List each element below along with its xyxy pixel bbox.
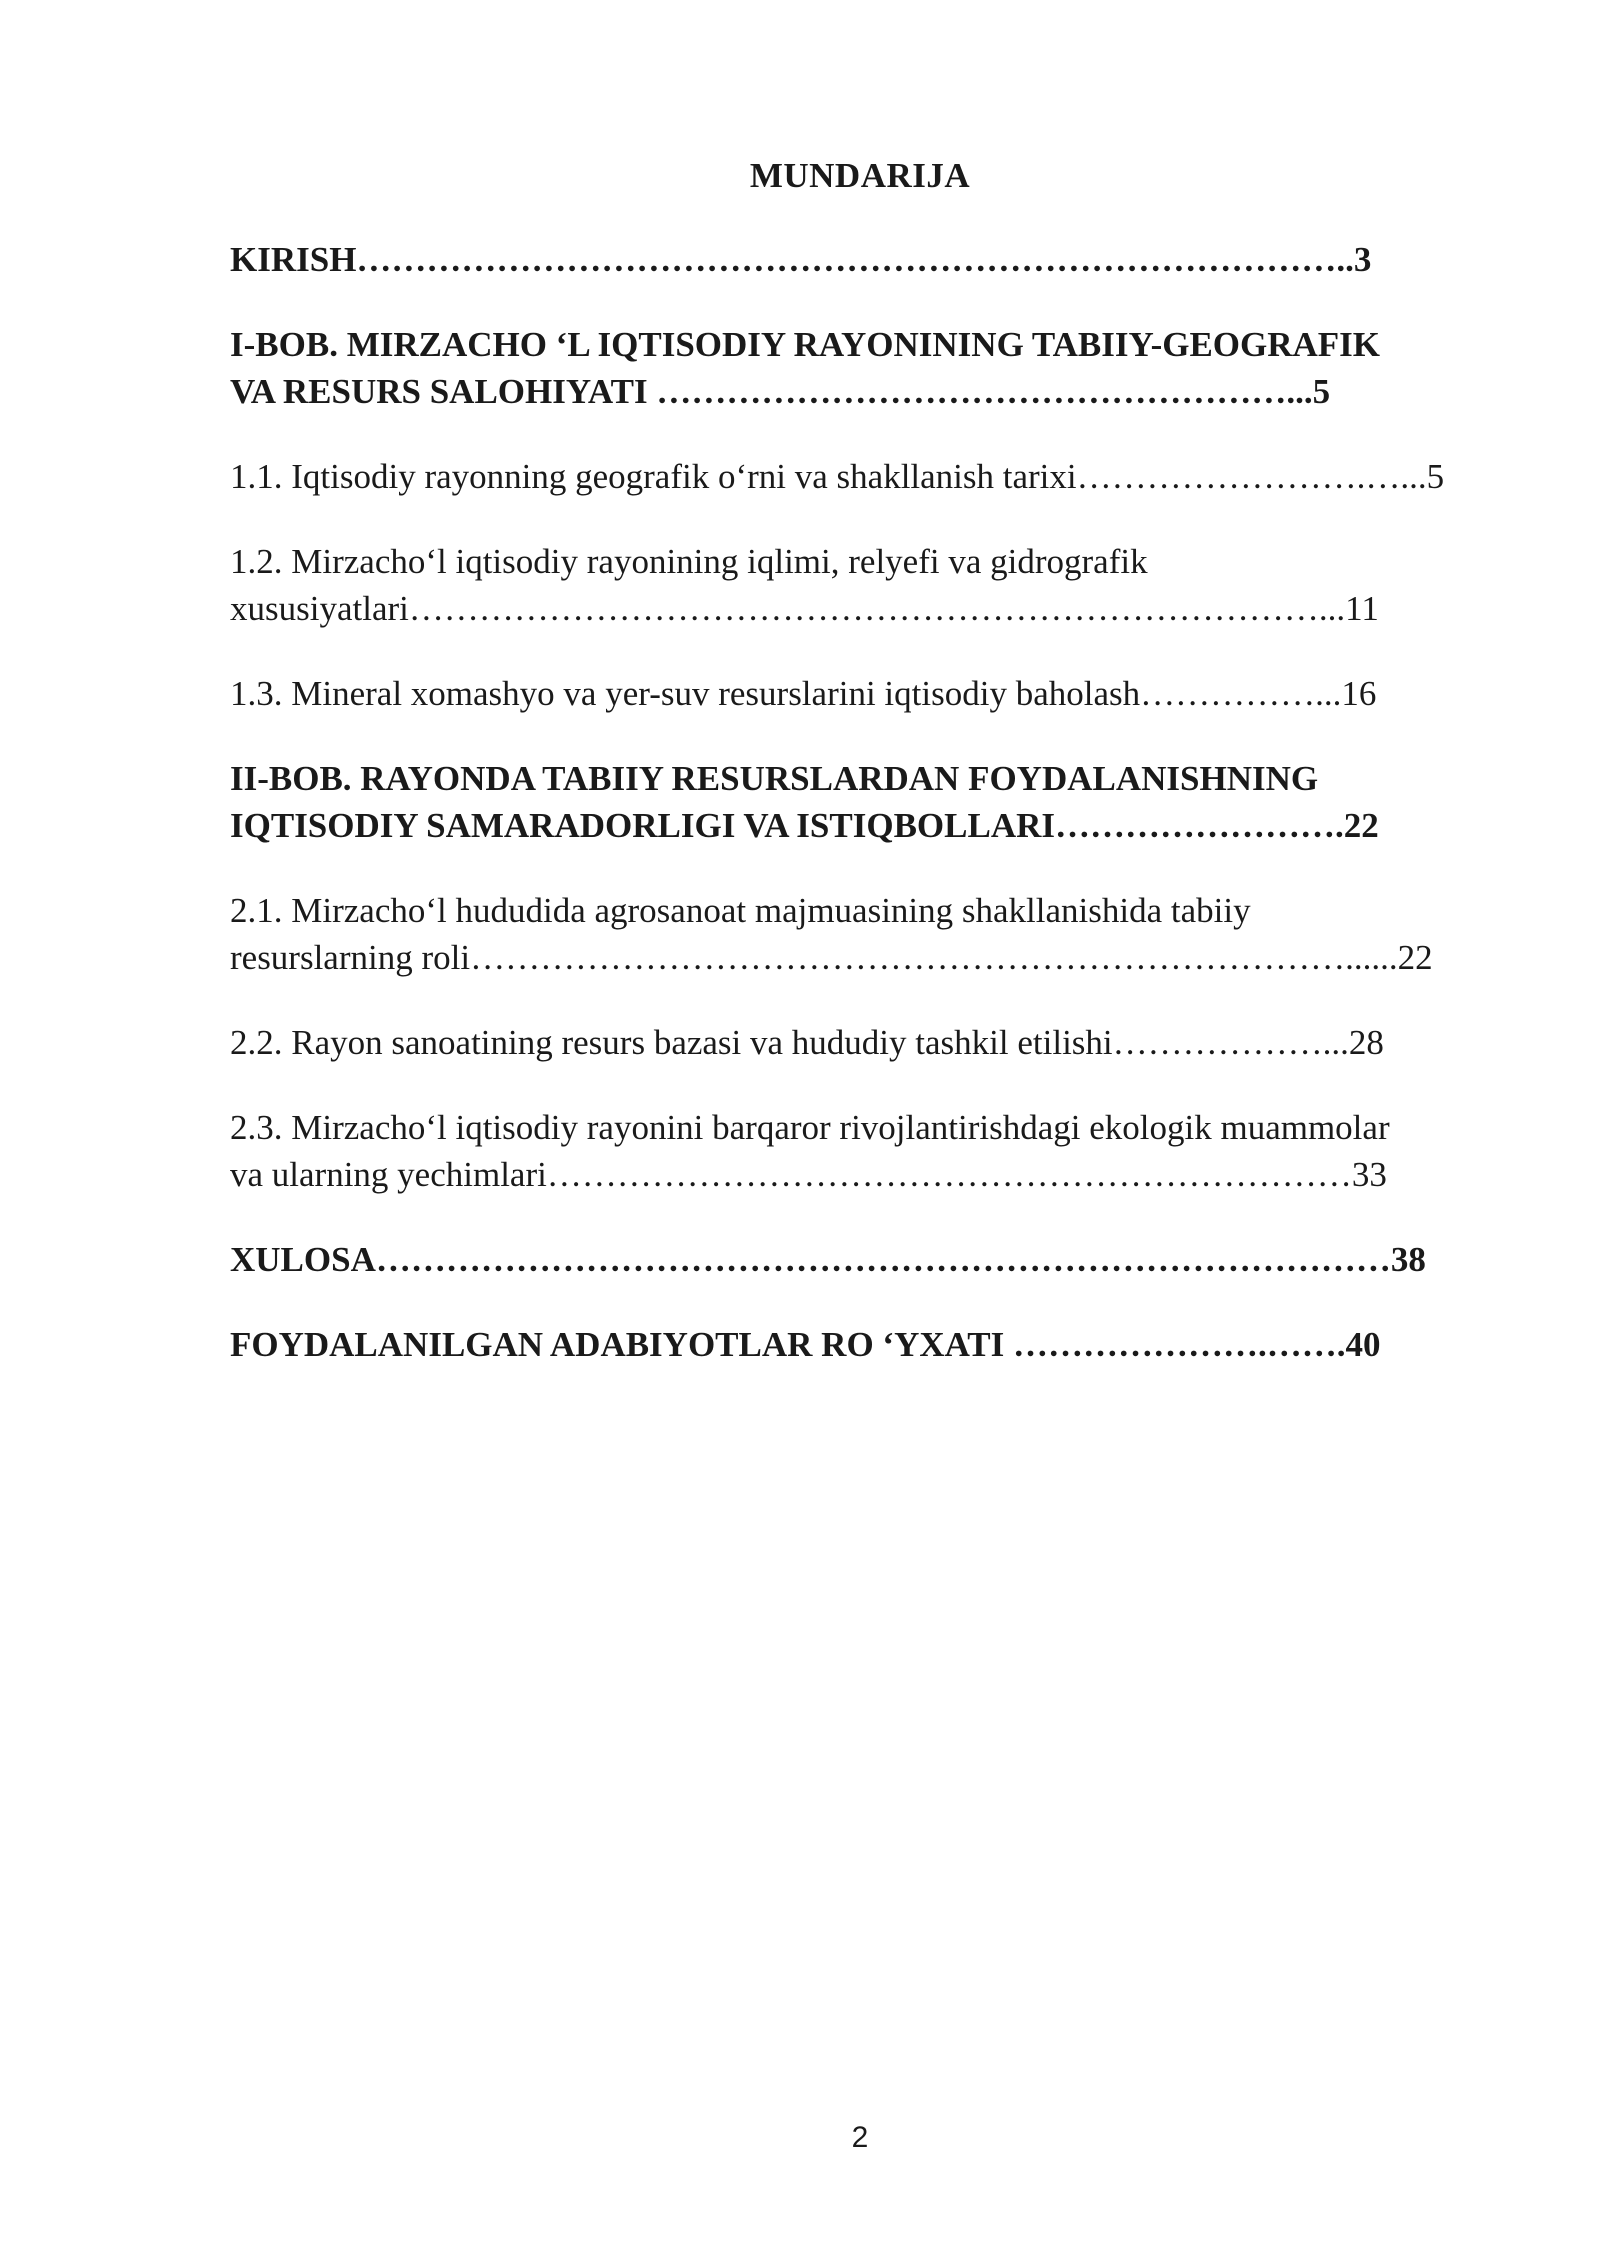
page-title: MUNDARIJA	[749, 156, 971, 195]
page-number: 2	[851, 2121, 869, 2154]
toc-entry-1-1: 1.1. Iqtisodiy rayonning geografik o‘rni va shakllanish tarixi…………………….…...5	[230, 457, 1445, 496]
toc-entry-2-3: 2.3. Mirzacho‘l iqtisodiy rayonini barqaror rivojlantirishdagi ekologik muammolar va ularning yechimlari……………………………………………………………33	[230, 1108, 1390, 1194]
toc-entry-chapter-1: I-BOB. MIRZACHO ‘L IQTISODIY RAYONINING TABIIY-GEOGRAFIK VA RESURS SALOHIYATI ………………………………………………...5	[230, 325, 1381, 411]
toc-entry-1-2: 1.2. Mirzacho‘l iqtisodiy rayonining iqlimi, relyefi va gidrografik xususiyatlari……………………………………………………………………...11	[230, 542, 1379, 628]
toc-entry-references: FOYDALANILGAN ADABIYOTLAR RO ‘YXATI ………………….…….40	[230, 1325, 1381, 1364]
toc-entry-2-2: 2.2. Rayon sanoatining resurs bazasi va hududiy tashkil etilishi………………...28	[230, 1023, 1384, 1062]
toc-entry-chapter-2: II-BOB. RAYONDA TABIIY RESURSLARDAN FOYDALANISHNING IQTISODIY SAMARADORLIGI VA ISTIQBOLLARI…………………….22	[230, 759, 1379, 845]
table-of-contents	[230, 236, 1485, 1368]
toc-entry-kirish: KIRISH…………………………………………………………………………..3	[230, 240, 1372, 279]
toc-entry-1-3: 1.3. Mineral xomashyo va yer-suv resurslarini iqtisodiy baholash……………...16	[230, 674, 1377, 713]
toc-entry-xulosa: XULOSA……………………………………………………………………………38	[230, 1240, 1426, 1279]
toc-entry-2-1: 2.1. Mirzacho‘l hududida agrosanoat majmuasining shakllanishida tabiiy resurslarning roli…………………………………………………………………......22	[230, 891, 1433, 977]
